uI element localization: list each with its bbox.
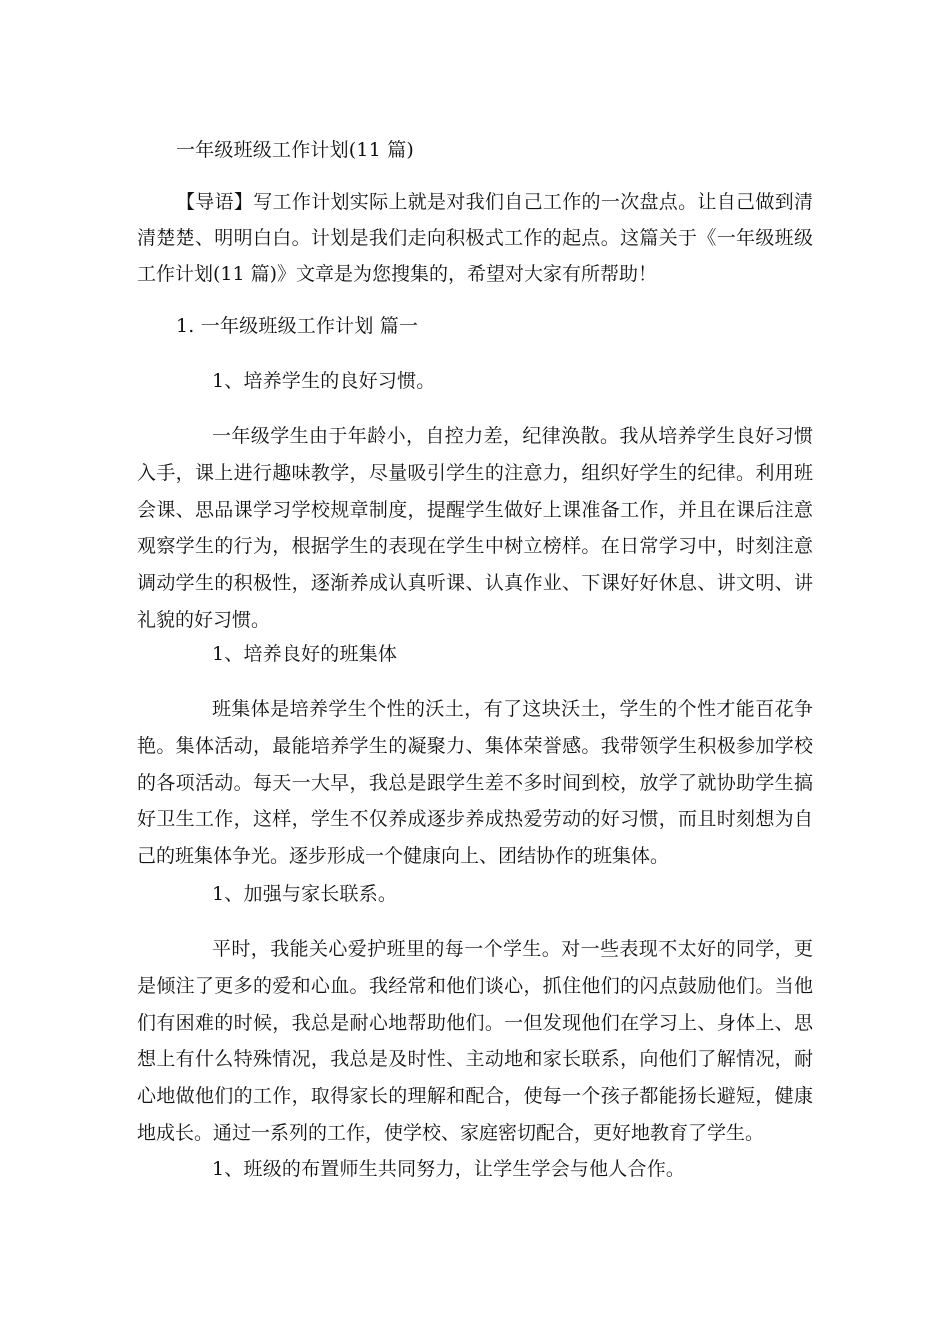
item-heading-1: 1、培养学生的良好习惯。 [212, 370, 436, 392]
item-body-1: 一年级学生由于年龄小，自控力差，纪律涣散。我从培养学生良好习惯入手，课上进行趣味教学，尽量吸引学生的注意力，组织好学生的纪律。利用班会课、思品课学习学校规章制度，提醒学生做好上课准备工作，并且在课后注意观察学生的行为，根据学生的表现在学生中树立榜样。在日常学习中，时刻注意调动学生的积极性，逐渐养成认真听课、认真作业、下课好好休息、讲文明、讲礼貌的好习惯。 [137, 425, 813, 631]
section-heading: 1. 一年级班级工作计划 篇一 [176, 315, 419, 337]
document-title: 一年级班级工作计划(11 篇) [176, 139, 415, 161]
intro-paragraph: 【导语】写工作计划实际上就是对我们自己工作的一次盘点。让自己做到清清楚楚、明明白白。计划是我们走向积极式工作的起点。这篇关于《一年级班级工作计划(11 篇)》文章是为您搜集的，希望对大家有所帮助！ [137, 191, 813, 285]
item-heading-2: 1、培养良好的班集体 [212, 643, 398, 665]
item-heading-4: 1、班级的布置师生共同努力，让学生学会与他人合作。 [212, 1158, 686, 1180]
item-body-3: 平时，我能关心爱护班里的每一个学生。对一些表现不太好的同学，更是倾注了更多的爱和心血。我经常和他们谈心，抓住他们的闪点鼓励他们。当他们有困难的时候，我总是耐心地帮助他们。一但发现他们在学习上、身体上、思想上有什么特殊情况，我总是及时性、主动地和家长联系，向他们了解情况，耐心地做他们的工作，取得家长的理解和配合，使每一个孩子都能扬长避短，健康地成长。通过一系列的工作，使学校、家庭密切配合，更好地教育了学生。 [137, 938, 813, 1144]
item-heading-3: 1、加强与家长联系。 [212, 883, 398, 905]
item-body-2: 班集体是培养学生个性的沃土，有了这块沃土，学生的个性才能百花争艳。集体活动，最能培养学生的凝聚力、集体荣誉感。我带领学生积极参加学校的各项活动。每天一大早，我总是跟学生差不多时间到校，放学了就协助学生搞好卫生工作，这样，学生不仅养成逐步养成热爱劳动的好习惯，而且时刻想为自己的班集体争光。逐步形成一个健康向上、团结协作的班集体。 [137, 698, 813, 868]
